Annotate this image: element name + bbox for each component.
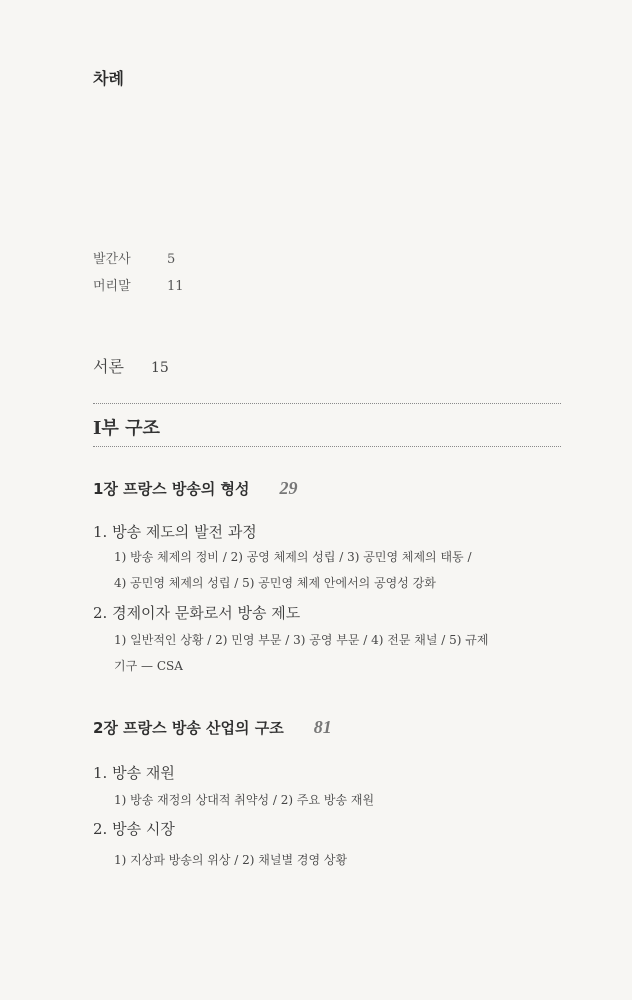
- entry-page: 5: [167, 252, 176, 267]
- chapter-title: 2장 프랑스 방송 산업의 구조: [93, 719, 284, 737]
- subsection-line: 1) 지상파 방송의 위상 / 2) 채널별 경영 상황: [114, 853, 348, 867]
- entry-page: 11: [167, 279, 184, 294]
- front-matter: [93, 250, 184, 304]
- intro-label: 서론: [93, 357, 124, 376]
- toc-entry: [93, 277, 184, 304]
- chapter-page: 29: [279, 478, 298, 498]
- subsection-line: 기구 — CSA: [114, 659, 183, 673]
- chapter-heading: [93, 717, 332, 738]
- entry-label: 머리말: [93, 279, 131, 294]
- subsection-line: 1) 방송 재정의 상대적 취약성 / 2) 주요 방송 재원: [114, 793, 375, 807]
- subsection-line: 4) 공민영 체제의 성립 / 5) 공민영 체제 안에서의 공영성 강화: [114, 576, 436, 590]
- intro-page: 15: [151, 360, 169, 376]
- subsection-line: 1) 방송 체제의 정비 / 2) 공영 체제의 성립 / 3) 공민영 체제의 태동 /: [114, 550, 472, 564]
- chapter-title: 1장 프랑스 방송의 형성: [93, 480, 250, 498]
- dotted-divider: [93, 403, 561, 404]
- part-title: I부 구조: [93, 418, 160, 439]
- chapter-page: 81: [313, 717, 332, 737]
- subsection-line: 1) 일반적인 상황 / 2) 민영 부문 / 3) 공영 부문 / 4) 전문 채널 / 5) 규제: [114, 633, 489, 647]
- section-heading: 1. 방송 제도의 발전 과정: [93, 523, 257, 541]
- section-heading: 2. 경제이자 문화로서 방송 제도: [93, 604, 301, 622]
- intro-entry: [93, 354, 169, 377]
- dotted-divider: [93, 446, 561, 447]
- chapter-heading: [93, 478, 298, 499]
- entry-label: 발간사: [93, 252, 131, 267]
- section-heading: 2. 방송 시장: [93, 820, 175, 838]
- toc-entry: [93, 250, 184, 277]
- section-heading: 1. 방송 재원: [93, 764, 175, 782]
- page-title: 차례: [93, 69, 124, 88]
